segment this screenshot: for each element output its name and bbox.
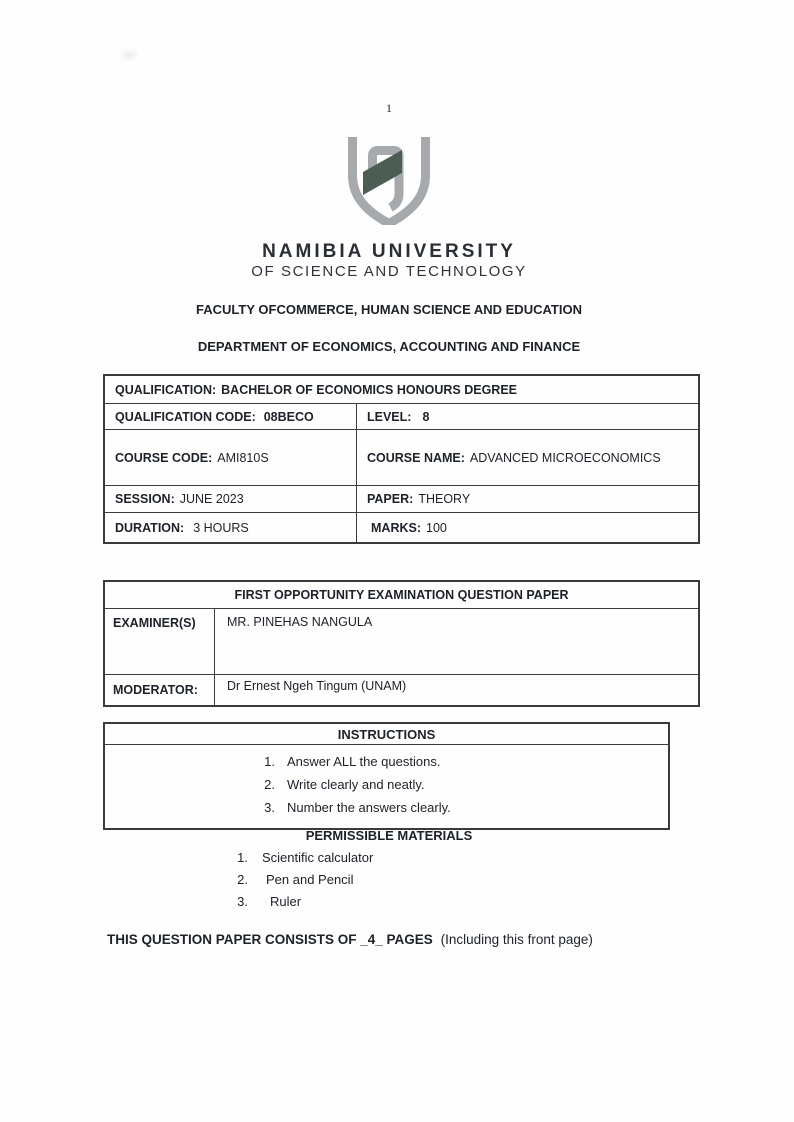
moderator-value: Dr Ernest Ngeh Tingum (UNAM)	[214, 675, 698, 705]
duration-label: DURATION:	[115, 520, 185, 535]
qualification-label: QUALIFICATION:	[115, 382, 217, 397]
session-cell	[105, 486, 356, 512]
university-name-sub: OF SCIENCE AND TECHNOLOGY	[251, 263, 527, 280]
examiner-label: EXAMINER(S)	[113, 616, 196, 630]
table-row	[105, 485, 698, 512]
department-heading: DEPARTMENT OF ECONOMICS, ACCOUNTING AND FINANCE	[197, 339, 581, 354]
instruction-item	[257, 796, 668, 819]
nust-shield-icon	[348, 137, 430, 225]
material-item	[230, 847, 373, 869]
session-label: SESSION:	[115, 492, 175, 506]
level-value: 8	[422, 409, 430, 424]
material-item	[230, 869, 373, 891]
materials-list	[230, 847, 373, 913]
instruction-item	[257, 773, 668, 796]
table-row	[105, 376, 698, 403]
course-details-table	[103, 374, 700, 544]
table-row	[105, 429, 698, 485]
table-row	[105, 512, 698, 542]
paper-label: PAPER:	[367, 492, 414, 506]
material-number: 1.	[237, 850, 248, 865]
university-logo	[348, 137, 430, 225]
session-value: JUNE 2023	[179, 492, 244, 506]
examination-table	[103, 580, 700, 707]
material-number: 2.	[237, 872, 248, 887]
qualification-code-cell	[105, 404, 356, 429]
course-name-value: ADVANCED MICROECONOMICS	[469, 450, 661, 465]
instruction-text: Write clearly and neatly.	[287, 777, 425, 792]
instruction-text: Answer ALL the questions.	[287, 754, 441, 769]
instruction-item	[257, 750, 668, 773]
university-name: NAMIBIA UNIVERSITY	[262, 241, 516, 262]
faculty-heading: FACULTY OFCOMMERCE, HUMAN SCIENCE AND EDUCATION	[196, 302, 582, 317]
examiner-value: MR. PINEHAS NANGULA	[214, 609, 698, 674]
scan-artifact	[118, 48, 140, 62]
exam-paper-title: FIRST OPPORTUNITY EXAMINATION QUESTION PAPER	[234, 588, 569, 602]
table-row	[105, 403, 698, 429]
duration-value: 3 HOURS	[193, 520, 249, 535]
paper-value: THEORY	[418, 492, 471, 506]
instructions-box	[103, 722, 670, 830]
instructions-title: INSTRUCTIONS	[105, 724, 668, 745]
material-text: Scientific calculator	[262, 850, 374, 865]
instruction-number: 2.	[264, 777, 275, 792]
course-name-label: COURSE NAME:	[367, 450, 465, 465]
level-label: LEVEL:	[367, 409, 412, 424]
paper-cell	[356, 486, 698, 512]
qualification-code-value: 08BECO	[263, 409, 314, 424]
table-row	[105, 674, 698, 705]
material-text: Ruler	[270, 894, 302, 909]
material-text: Pen and Pencil	[266, 872, 354, 887]
table-row	[105, 608, 698, 674]
instruction-text: Number the answers clearly.	[287, 800, 451, 815]
materials-title: PERMISSIBLE MATERIALS	[305, 828, 473, 843]
marks-value: 100	[426, 520, 447, 535]
course-code-value: AMI810S	[217, 450, 269, 465]
material-number: 3.	[237, 894, 248, 909]
qualification-value: BACHELOR OF ECONOMICS HONOURS DEGREE	[221, 382, 518, 397]
page-number: 1	[386, 101, 392, 115]
material-item	[230, 891, 373, 913]
marks-label: MARKS:	[371, 520, 421, 535]
course-code-cell	[105, 430, 356, 485]
marks-cell	[356, 513, 698, 542]
instruction-number: 1.	[264, 754, 275, 769]
moderator-label: MODERATOR:	[113, 683, 198, 697]
course-name-cell	[356, 430, 698, 485]
instruction-number: 3.	[264, 800, 275, 815]
instructions-list	[105, 745, 668, 828]
page-count-note	[107, 932, 593, 947]
course-code-label: COURSE CODE:	[115, 450, 213, 465]
qualification-code-label: QUALIFICATION CODE:	[115, 409, 256, 424]
page-count-regular: (Including this front page)	[440, 932, 593, 947]
qualification-cell	[105, 376, 698, 403]
duration-cell	[105, 513, 356, 542]
level-cell	[356, 404, 698, 429]
page-count-bold: THIS QUESTION PAPER CONSISTS OF _4_ PAGES	[107, 932, 433, 947]
